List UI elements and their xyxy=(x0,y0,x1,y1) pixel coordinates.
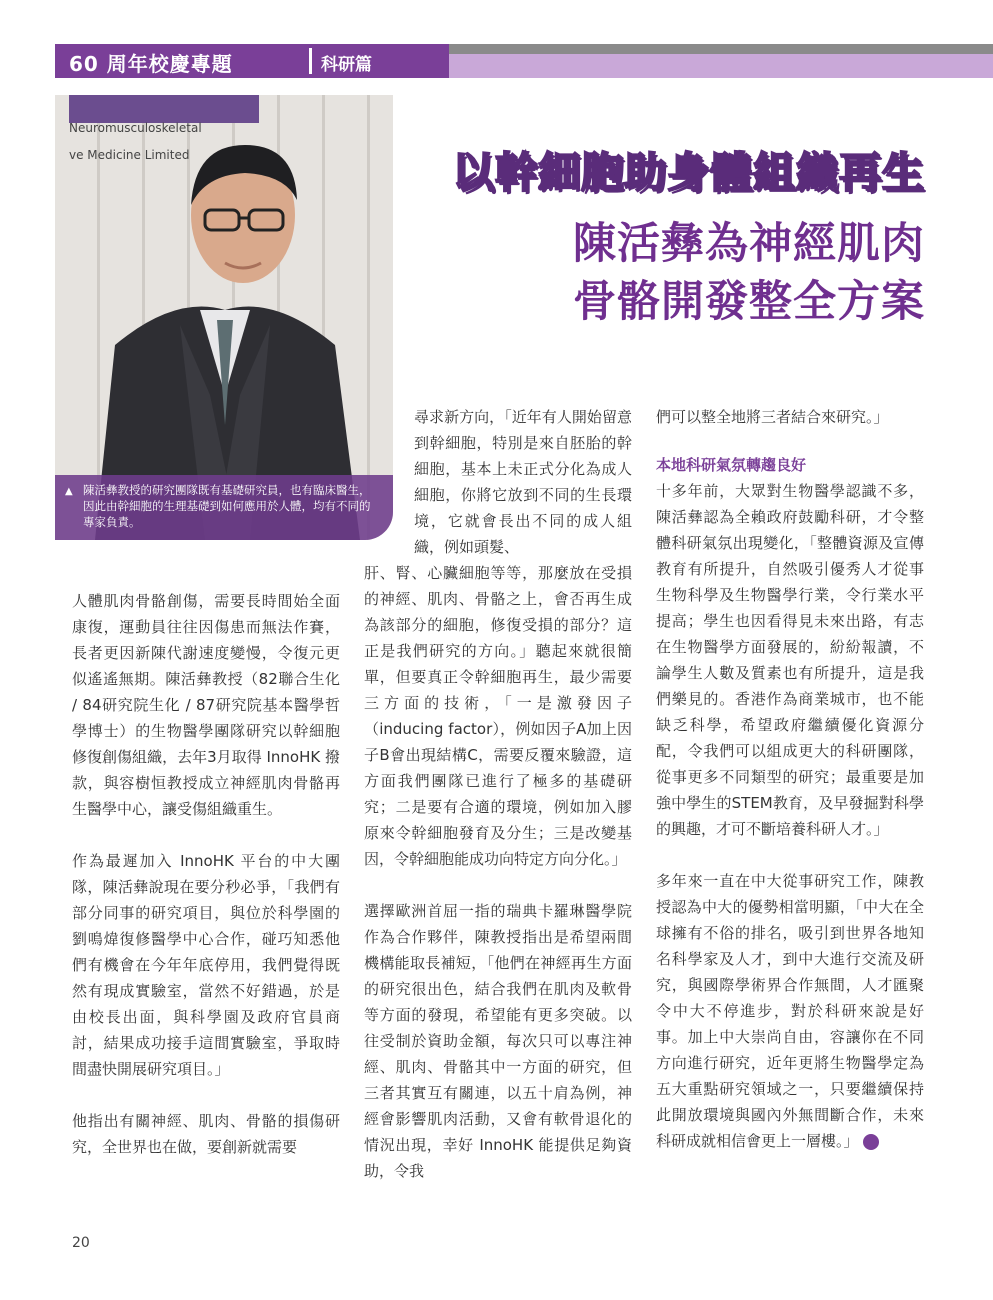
sign-text-line1: Neuromusculoskeletal xyxy=(69,121,202,135)
col3-subheading: 本地科研氣氛轉趨良好 xyxy=(656,456,807,474)
header-bar xyxy=(55,44,993,78)
col2-paragraph-2: 選擇歐洲首屈一指的瑞典卡羅琳醫學院作為合作夥伴，陳教授指出是希望兩間機構能取長補短，「他們在神經再生方面的研究很出色，結合我們在肌肉及軟骨等方面的發現，希望能有更多突破。以往受制於資助金額，每次只可以專注神經、肌肉、骨骼其中一方面的研究，但三者其實互有關連，以五十肩為例，神經會影響肌肉活動，又會有軟骨退化的情況出現，幸好 InnoHK 能提供足夠資助，令我 xyxy=(364,902,632,1180)
article-column-2 xyxy=(364,404,632,1184)
article-column-3 xyxy=(656,404,924,1154)
sign-text-line2: ve Medicine Limited xyxy=(69,148,190,162)
header-title: 60 周年校慶專題 xyxy=(69,52,233,76)
col3-paragraph-1: 們可以整全地將三者結合來研究。」 xyxy=(656,408,889,426)
col1-paragraph-3: 他指出有關神經、肌肉、骨骼的損傷研究，全世界也在做，要創新就需要 xyxy=(72,1112,340,1156)
header-gray-strip xyxy=(449,44,993,54)
headline-line3: 骨骼開發整全方案 xyxy=(573,277,925,327)
person-illustration xyxy=(55,95,393,540)
col2-paragraph-1a: 尋求新方向，「近年有人開始留意到幹細胞，特別是來自胚胎的幹細胞，基本上未正式分化為成人細胞，你將它放到不同的生長環境，它就會長出不同的成人組織，例如頭髮、 xyxy=(414,408,632,556)
headline-line2: 陳活彝為神經肌肉 xyxy=(573,219,925,269)
page-number: 20 xyxy=(72,1235,90,1251)
header-light-strip xyxy=(449,54,993,78)
headline-line1: 以幹細胞助身體組織再生 xyxy=(451,148,925,197)
col1-paragraph-1: 人體肌肉骨骼創傷，需要長時間始全面康復，運動員往往因傷患而無法作賽，長者更因新陳代謝速度變慢，令復元更似遙遙無期。陳活彝教授（82聯合生化 / 84研究院生化 / 87研究院基本醫學哲學博士）的生物醫學團隊研究以幹細胞修復創傷組織，去年3月取得 InnoHK 撥款，與容樹恒教授成立神經肌肉骨骼再生醫學中心，讓受傷組織重生。 xyxy=(72,592,340,818)
caption-triangle-icon: ▲ xyxy=(65,486,73,497)
header-separator xyxy=(309,48,312,74)
col3-paragraph-3 xyxy=(656,868,924,1154)
col1-paragraph-2: 作為最遲加入 InnoHK 平台的中大團隊，陳活彝說現在要分秒必爭，「我們有部分同事的研究項目，與位於科學園的劉鳴煒復修醫學中心合作，碰巧知悉他們有機會在今年年底停用，我們覺得既然有現成實驗室，當然不好錯過，於是由校長出面，與科學園及政府官員商討，結果成功接手這間實驗室，爭取時間盡快開展研究項目。」 xyxy=(72,852,340,1078)
headline-main xyxy=(400,215,925,331)
caption-text: 陳活彝教授的研究團隊既有基礎研究員，也有臨床醫生，因此由幹細胞的生理基礎到如何應用於人體，均有不同的專家負責。 xyxy=(83,483,371,529)
article-column-1 xyxy=(72,588,340,1160)
portrait-photo xyxy=(55,95,393,540)
end-mark-icon xyxy=(863,1134,879,1150)
header-section: 科研篇 xyxy=(321,55,372,75)
col3-paragraph-3-text: 多年來一直在中大從事研究工作，陳教授認為中大的優勢相當明顯，「中大在全球擁有不俗的排名，吸引到世界各地知名科學家及人才，到中大進行交流及研究，與國際學術界合作無間，人才匯聚令中大不停進步，對於科研來說是好事。加上中大崇尚自由，容讓你在不同方向進行研究，近年更將生物醫學定為五大重點研究領域之一，只要繼續保持此開放環境與國內外無間斷合作，未來科研成就相信會更上一層樓。」 xyxy=(656,872,924,1150)
col2-paragraph-1b: 肝、腎、心臟細胞等等，那麼放在受損的神經、肌肉、骨骼之上，會否再生成為該部分的細胞，修復受損的部分？這正是我們研究的方向。」聽起來就很簡單，但要真正令幹細胞再生，最少需要三方面的技術，「一是激發因子（inducing factor），例如因子A加上因子B會出現結構C，需要反覆來驗證，這方面我們團隊已進行了極多的基礎研究；二是要有合適的環境，例如加入膠原來令幹細胞發育及分生；三是改變基因，令幹細胞能成功向特定方向分化。」 xyxy=(364,564,632,868)
photo-caption xyxy=(55,475,393,540)
col3-paragraph-2: 十多年前，大眾對生物醫學認識不多，陳活彝認為全賴政府鼓勵科研，才令整體科研氣氛出現變化，「整體資源及宣傳教育有所提升，自然吸引優秀人才從事生物科學及生物醫學行業，令行業水平提高；學生也因看得見未來出路，有志在生物醫學方面發展的，紛紛報讀，不論學生人數及質素也有所提升，這是我們樂見的。香港作為商業城市，也不能缺乏科學，希望政府繼續優化資源分配，令我們可以組成更大的科研團隊，從事更多不同類型的研究；最重要是加強中學生的STEM教育，及早發掘對科學的興趣，才可不斷培養科研人才。」 xyxy=(656,482,924,838)
